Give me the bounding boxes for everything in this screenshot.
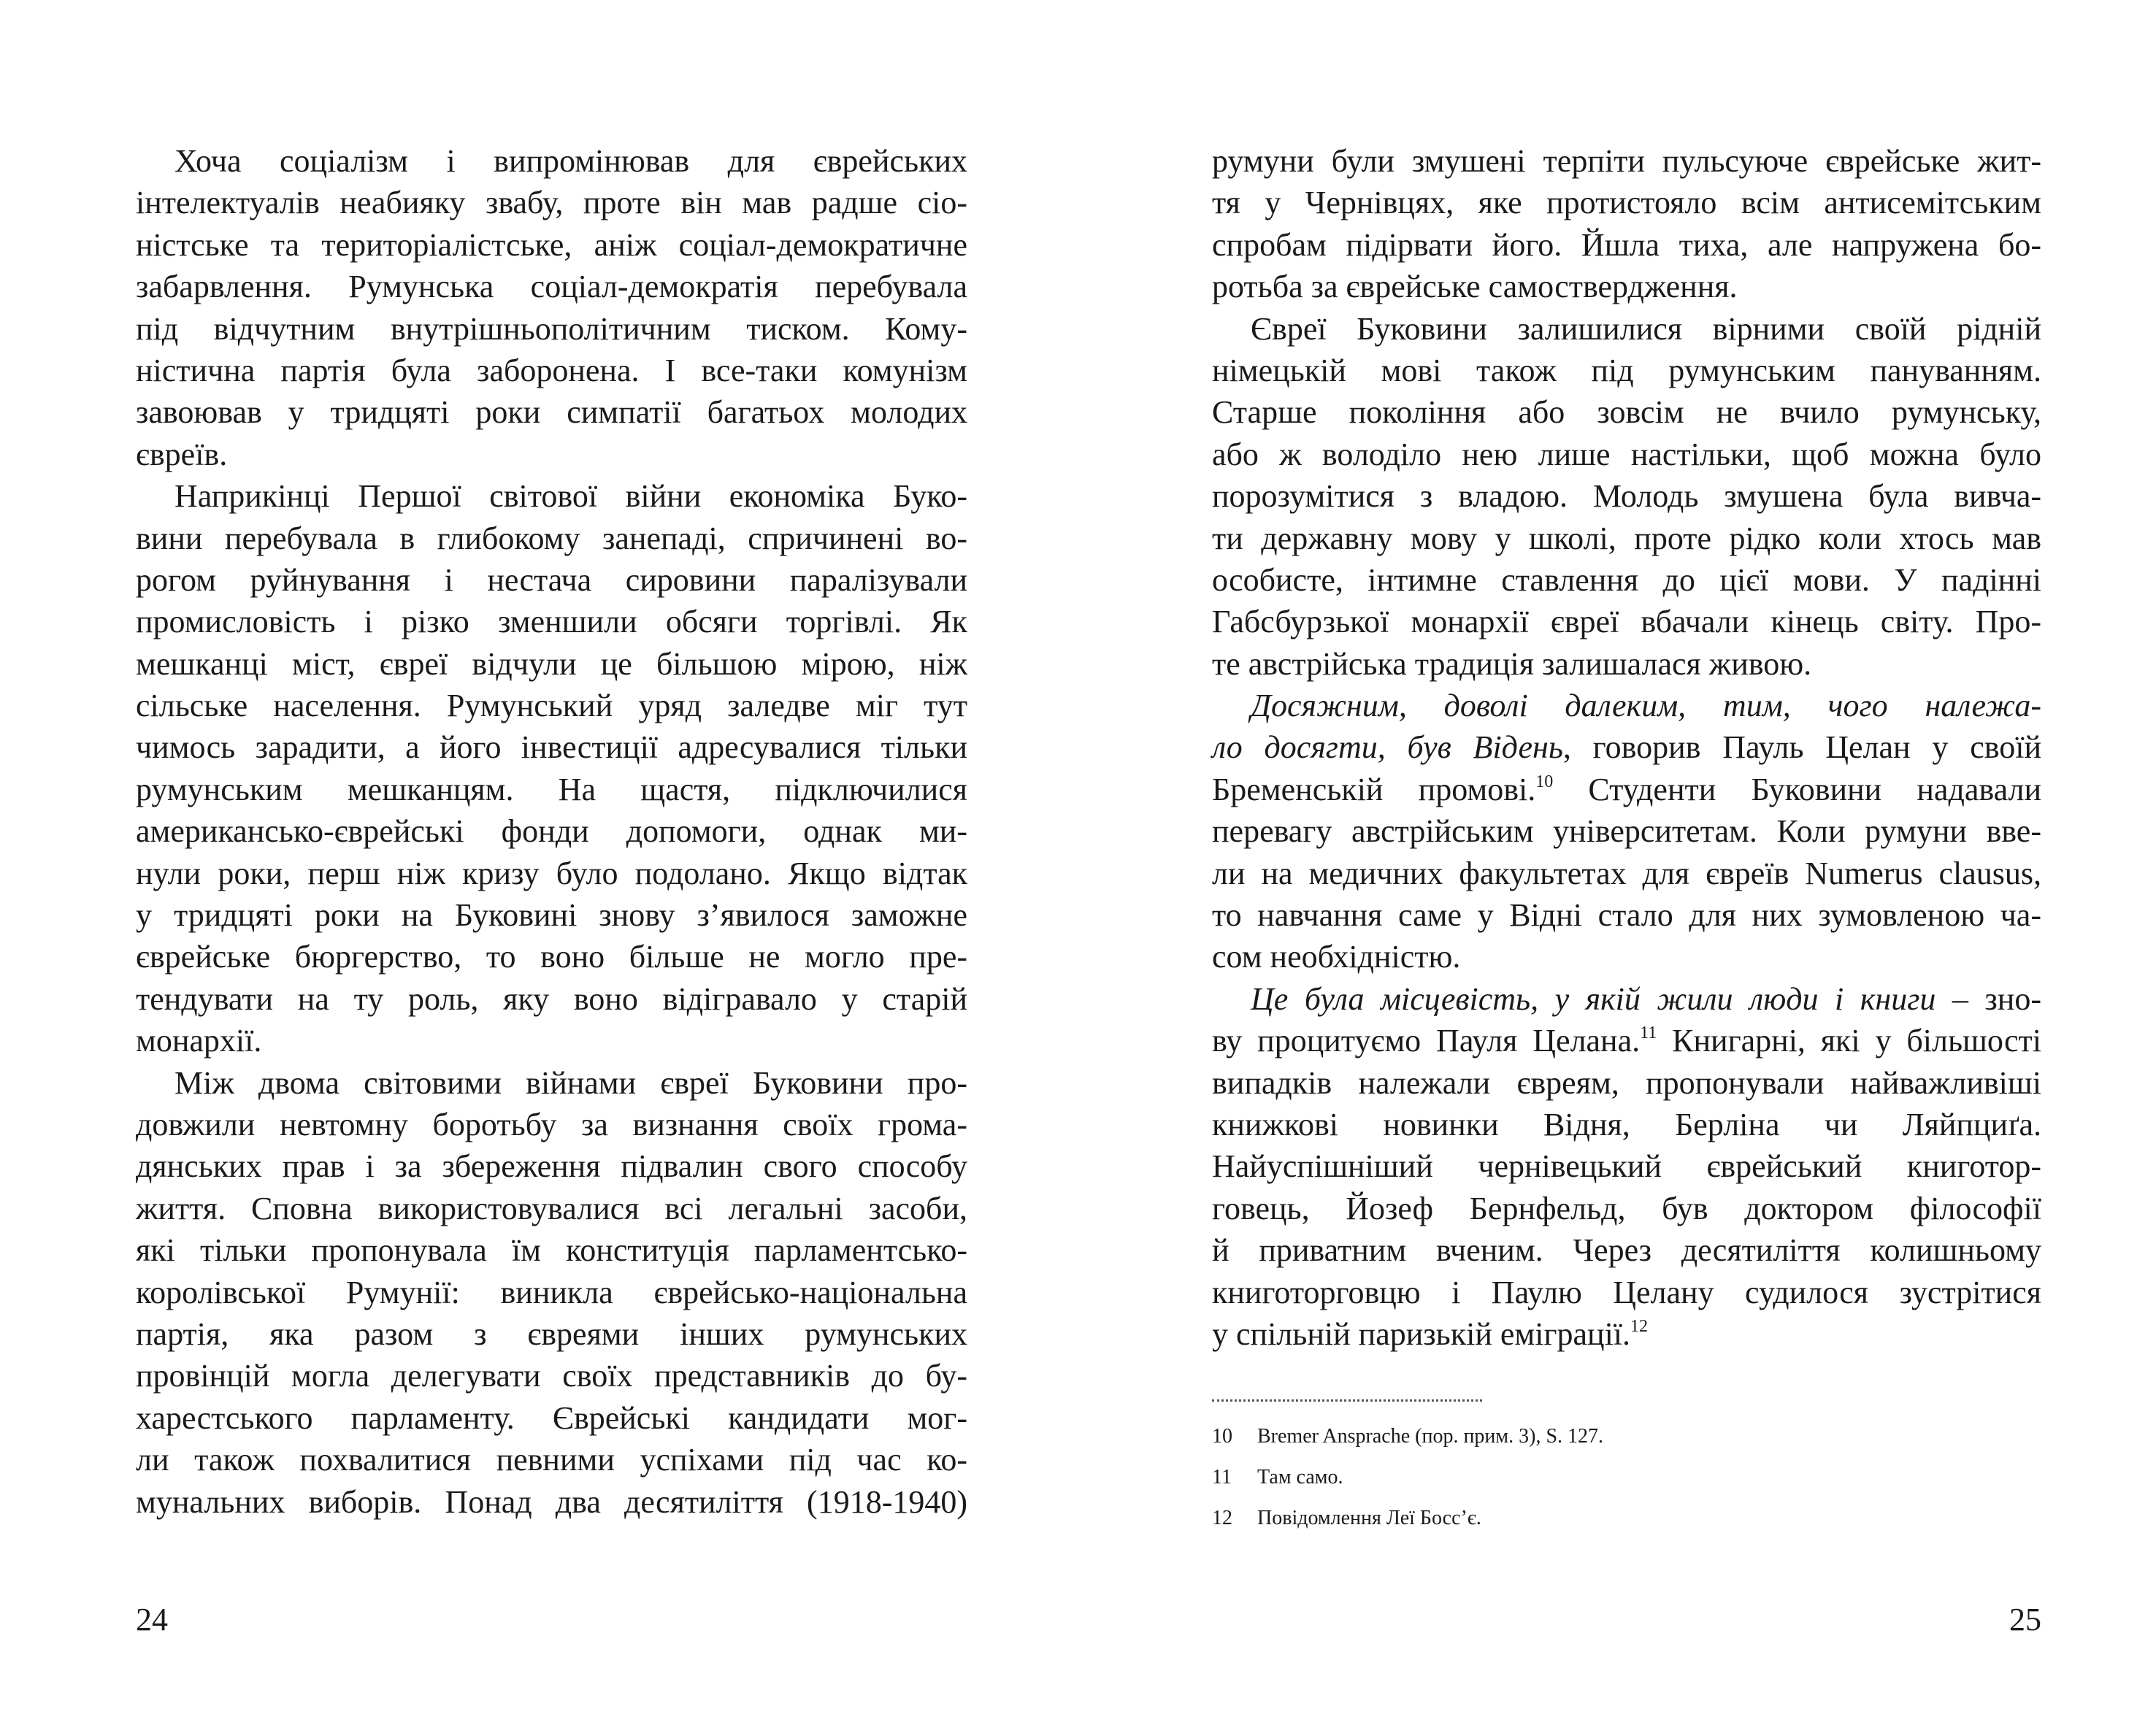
text-line: німецькій мові також під румунським пануванням. [1212,352,2041,388]
footnote-divider [1212,1399,1482,1402]
text-line: румуни були змушені терпіти пульсуюче єврейське жит- [1212,143,2041,179]
text-line: то навчання саме у Відні стало для них зумовленою ча- [1212,897,2041,934]
text-line: або ж володіло нею лише настільки, щоб можна було [1212,436,2041,472]
text-line [1212,769,2041,810]
footnote-text: Повідомлення Леї Босс’є. [1257,1507,1481,1529]
text-line: й приватним вченим. Через десятиліття колишньому [1212,1232,2041,1269]
quote-fragment: Це була місцевість, у якій жили люди і книги [1251,980,1936,1017]
text-line: тендувати на ту роль, яку воно відігравало у старій [136,980,967,1017]
left-body-text [136,140,967,1523]
footnote-number: 12 [1212,1507,1232,1529]
text-line: особисте, інтимне ставлення до цієї мови. У падінні [1212,561,2041,598]
footnotes [1212,1422,2041,1545]
footnote-item [1212,1463,2041,1492]
text-line: перевагу австрійським університетам. Коли румуни вве- [1212,813,2041,850]
text-line: харестського парламенту. Єврейські кандидати мог- [136,1399,967,1436]
text-line: монархії. [136,1023,262,1059]
text-line: промисловість і різко зменшили обсяги торгівлі. Як [136,604,967,640]
quote-fragment: ло досягти, був Відень [1212,729,1563,766]
text-line: життя. Сповна використовувалися всі легальні засоби, [136,1190,967,1226]
text-fragment: у спільній паризькій еміграції. [1212,1315,1631,1352]
text-line: мешканці міст, євреї відчули це більшою мірою, ніж [136,645,967,682]
text-line: Габсбурзької монархії євреї вбачали кінець світу. Про- [1212,604,2041,640]
text-fragment: Студенти Буковини надавали [1553,771,2041,807]
text-line: королівської Румунії: виникла єврейсько-національна [136,1274,967,1310]
text-line: під відчутним внутрішньополітичним тиском. Кому- [136,310,967,347]
text-line: вини перебувала в глибокому занепаді, спричинені во- [136,520,967,556]
text-line: говець, Йозеф Бернфельд, був доктором філософії [1212,1190,2041,1226]
text-line: Хоча соціалізм і випромінював для єврейських [174,143,967,179]
text-line: сом необхідністю. [1212,939,1461,975]
text-line: мунальних виборів. Понад два десятиліття (1918-1940) [136,1483,967,1520]
text-line: нули роки, перш ніж кризу було подолано. Якщо відтак [136,855,967,891]
text-line: ти державну мову у школі, проте рідко коли хтось мав [1212,520,2041,556]
text-line: Наприкінці Першої світової війни економіка Буко- [174,478,967,515]
text-line: американсько-єврейські фонди допомоги, однак ми- [136,813,967,850]
footnote-ref-12[interactable]: 12 [1630,1316,1649,1336]
text-line: завоював у тридцяті роки симпатії багатьох молодих [136,394,967,431]
text-line [1212,978,2041,1020]
text-line [1212,726,2041,768]
footnote-text: Там само. [1257,1466,1343,1488]
footnote-number: 10 [1212,1425,1232,1448]
text-line [1212,1313,2041,1355]
text-line: інтелектуалів неабияку звабу, проте він мав радше сіо- [136,185,967,221]
text-line: ністична партія була заборонена. І все-таки комунізм [136,352,967,388]
text-line: ністське та територіалістське, аніж соціал-демократичне [136,226,967,263]
text-line: Між двома світовими війнами євреї Буковини про- [174,1064,967,1101]
text-line: порозумітися з владою. Молодь змушена була вивча- [1212,478,2041,515]
footnote-item [1212,1422,2041,1451]
text-line: ли на медичних факультетах для євреїв Numerus clausus, [1212,855,2041,891]
text-line: у тридцяті роки на Буковині знову з’явилося заможне [136,897,967,934]
text-line: провінцій могла делегувати своїх представників до бу- [136,1358,967,1394]
text-fragment: , говорив Пауль Целан у своїй [1562,729,2041,766]
text-line: євреїв. [136,436,228,472]
text-line: спробам підірвати його. Йшла тиха, але напружена бо- [1212,226,2041,263]
text-line: румунським мешканцям. На щастя, підключилися [136,771,967,807]
page-number-left: 24 [136,1602,168,1637]
text-line [1212,1020,2041,1061]
text-line: дянських прав і за збереження підвалин свого способу [136,1148,967,1185]
text-line: рогом руйнування і нестача сировини паралізували [136,561,967,598]
text-line: Старше покоління або зовсім не вчило румунську, [1212,394,2041,431]
text-line: забарвлення. Румунська соціал-демократія перебувала [136,269,967,305]
text-fragment: ву процитуємо Пауля Целана. [1212,1023,1641,1059]
footnote-number: 11 [1212,1466,1232,1488]
text-line: партія, яка разом з євреями інших румунських [136,1315,967,1352]
text-line: які тільки пропонувала їм конституція парламентсько- [136,1232,967,1269]
footnote-ref-10[interactable]: 10 [1535,772,1554,791]
text-line: ротьба за єврейське самоствердження. [1212,269,1738,305]
footnote-ref-11[interactable]: 11 [1640,1023,1657,1043]
text-line: те австрійська традиція залишалася живою. [1212,645,1812,682]
text-fragment: – зно- [1936,980,2041,1017]
footnote-item [1212,1504,2041,1533]
text-line: Досяжним, доволі далеким, тим, чого належа- [1251,688,2041,724]
text-line: тя у Чернівцях, яке протистояло всім антисемітським [1212,185,2041,221]
page-number-right: 25 [2009,1602,2041,1637]
text-line: ли також похвалитися певними успіхами під час ко- [136,1442,967,1478]
text-line: книжкові новинки Відня, Берліна чи Ляйпциґа. [1212,1106,2041,1142]
text-fragment: Бременській промові. [1212,771,1536,807]
text-line: Найуспішніший чернівецький єврейський книготор- [1212,1148,2041,1185]
text-line: чимось зарадити, а його інвестиції адресувалися тільки [136,729,967,766]
text-line: книготорговцю і Паулю Целану судилося зустрітися [1212,1274,2041,1310]
right-body-text [1212,140,2041,1355]
text-line: довжили невтомну боротьбу за визнання своїх грома- [136,1106,967,1142]
text-line: Євреї Буковини залишилися вірними своїй рідній [1251,310,2041,347]
text-line: сільське населення. Румунський уряд заледве міг тут [136,688,967,724]
right-page [1078,0,2156,1725]
text-line: випадків належали євреям, пропонували найважливіші [1212,1064,2041,1101]
text-line: єврейське бюргерство, то воно більше не могло пре- [136,939,967,975]
text-fragment: Книгарні, які у більшості [1657,1023,2041,1059]
footnote-text: Bremer Ansprache (пор. прим. 3), S. 127. [1257,1425,1604,1448]
